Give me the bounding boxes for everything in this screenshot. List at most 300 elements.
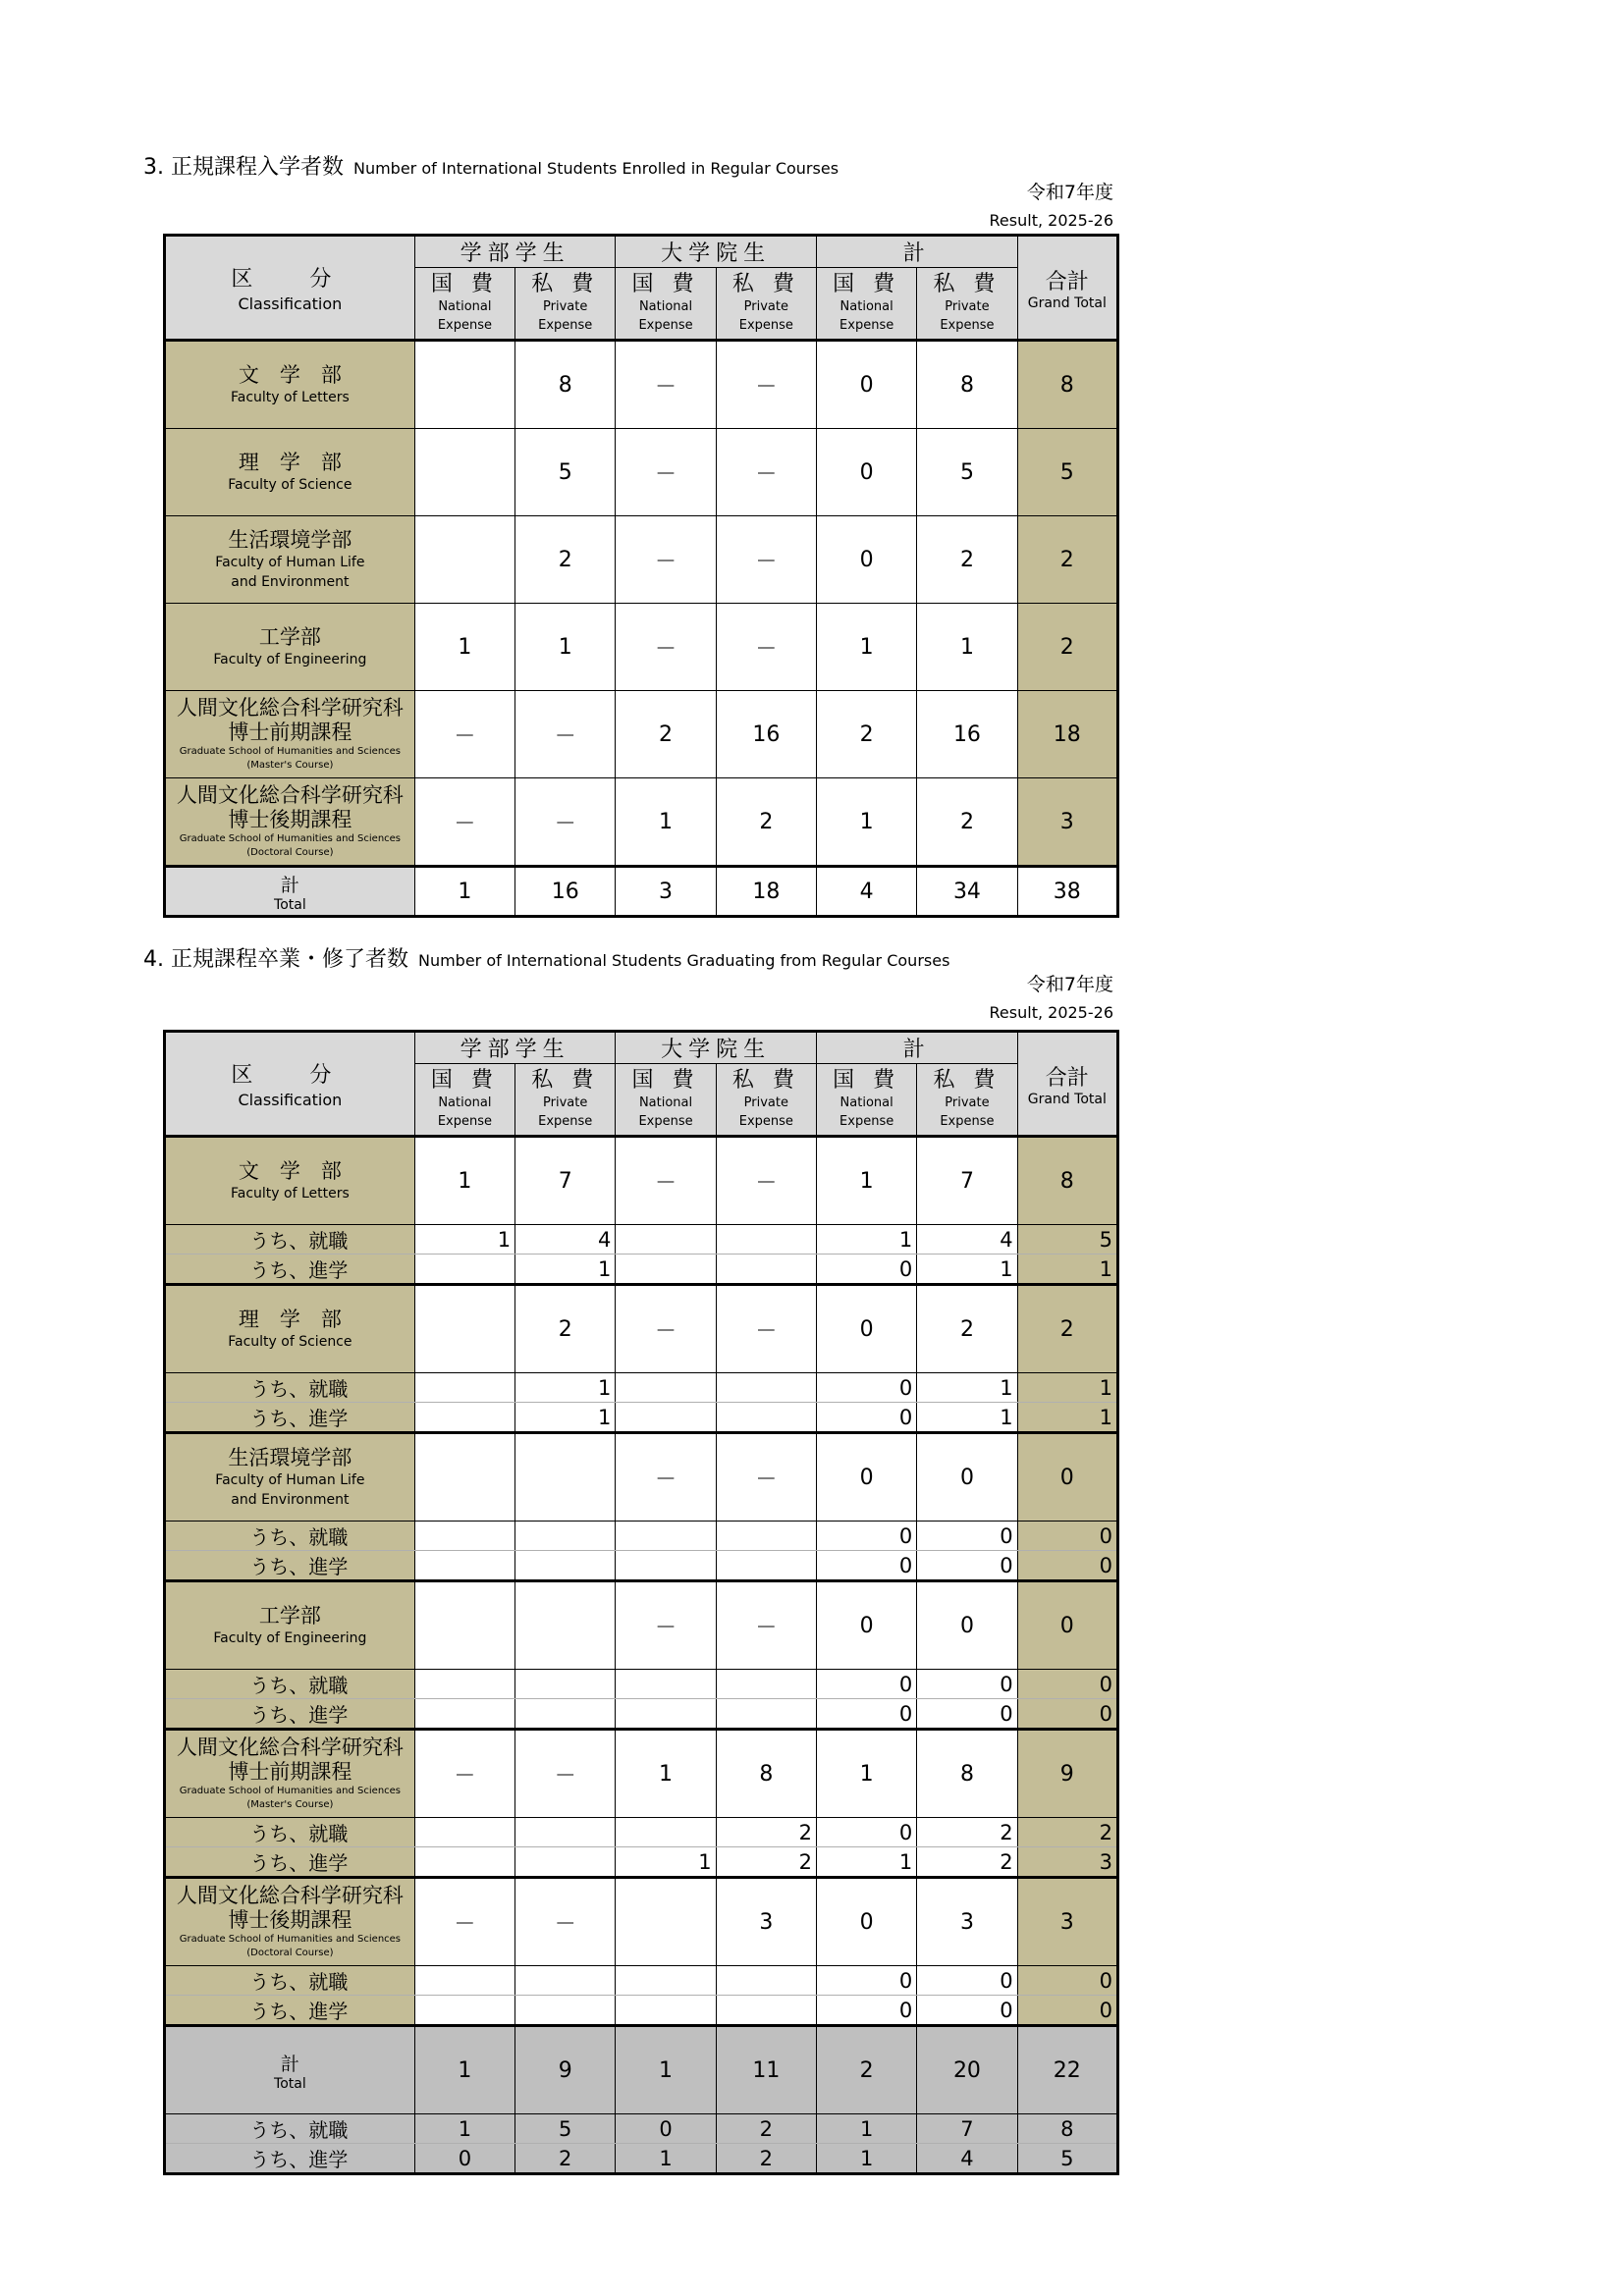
national-expense-en1: National	[638, 1095, 693, 1110]
sub-row-further	[165, 1255, 1118, 1285]
value-cell	[414, 429, 514, 516]
value-cell	[616, 1818, 716, 1847]
value-cell: 1	[917, 1373, 1017, 1403]
value-cell	[414, 1285, 514, 1373]
sub-row-label: うち、就職	[165, 1225, 415, 1255]
private-expense-jp: 私 費	[731, 1068, 800, 1093]
value-cell: 0	[816, 1255, 916, 1285]
value-cell: 1	[414, 604, 514, 691]
grand-total-cell: 1	[1017, 1255, 1117, 1285]
value-cell: －	[515, 1878, 616, 1966]
value-cell: 0	[816, 1522, 916, 1551]
enrollment-table	[163, 234, 1119, 918]
private-expense-en1: Private	[945, 299, 990, 314]
private-expense-header	[515, 1064, 616, 1137]
total-label-jp: 計	[280, 2053, 299, 2075]
national-expense-jp: 国 費	[631, 272, 700, 296]
category-label	[165, 341, 415, 429]
value-cell: 1	[816, 778, 916, 867]
category-name-en: Graduate School of Humanities and Sciences	[179, 1786, 402, 1796]
category-name-en: Faculty of Letters	[230, 389, 350, 405]
grand-total-cell: 5	[1017, 429, 1117, 516]
total-row	[165, 867, 1118, 917]
category-name-en: Faculty of Human Life	[215, 554, 365, 570]
sub-row-further	[165, 1551, 1118, 1581]
total-cell: 16	[515, 867, 616, 917]
category-course-jp: 博士後期課程	[228, 1908, 352, 1932]
group-header-undergrad: 学部学生	[414, 1032, 616, 1064]
national-expense-jp: 国 費	[833, 1068, 901, 1093]
section3-title-jp: 3. 正規課程入学者数	[143, 155, 344, 180]
value-cell	[515, 1818, 616, 1847]
value-cell: －	[515, 691, 616, 778]
value-cell: 2	[917, 778, 1017, 867]
category-course-jp: 博士前期課程	[228, 721, 352, 744]
graduation-table	[163, 1030, 1119, 2175]
grand-total-cell: 0	[1017, 1699, 1117, 1730]
category-name-jp: 工学部	[258, 1603, 321, 1628]
value-cell: －	[515, 778, 616, 867]
category-label	[165, 1878, 415, 1966]
value-cell: －	[616, 516, 716, 604]
value-cell: 0	[917, 1551, 1017, 1581]
value-cell: －	[716, 1285, 816, 1373]
value-cell: 0	[917, 1996, 1017, 2026]
category-name-en: Graduate School of Humanities and Sciences	[179, 833, 402, 844]
value-cell: －	[414, 778, 514, 867]
category-name-jp: 生活環境学部	[228, 1445, 352, 1469]
value-cell: －	[616, 429, 716, 516]
category-name-jp: 人間文化総合科学研究科	[176, 1884, 404, 1907]
grand-total-label-jp: 合計	[1045, 269, 1089, 294]
value-cell: 2	[616, 691, 716, 778]
category-label	[165, 691, 415, 778]
grand-total-cell: 0	[1017, 1996, 1117, 2026]
value-cell: 16	[917, 691, 1017, 778]
section4-title-jp: 4. 正規課程卒業・修了者数	[143, 947, 408, 972]
total-cell: 1	[414, 867, 514, 917]
table-row	[165, 1878, 1118, 1966]
national-expense-en2: Expense	[839, 1114, 894, 1129]
value-cell: 0	[816, 1996, 916, 2026]
category-label	[165, 604, 415, 691]
value-cell	[414, 1522, 514, 1551]
sub-row-employed	[165, 1818, 1118, 1847]
value-cell: －	[414, 1878, 514, 1966]
value-cell: －	[616, 1285, 716, 1373]
total-cell: 20	[917, 2026, 1017, 2114]
grand-total-label-en: Grand Total	[1027, 294, 1107, 311]
value-cell: 8	[515, 341, 616, 429]
total-row	[165, 2026, 1118, 2114]
category-label	[165, 778, 415, 867]
category-name-en: Graduate School of Humanities and Sciences	[179, 746, 402, 757]
value-cell	[616, 1699, 716, 1730]
sub-row-label: うち、就職	[165, 1522, 415, 1551]
value-cell	[414, 1433, 514, 1522]
table-row	[165, 778, 1118, 867]
value-cell: 1	[414, 1225, 514, 1255]
total-cell: 1	[816, 2144, 916, 2174]
total-cell: 3	[616, 867, 716, 917]
category-name-jp: 人間文化総合科学研究科	[176, 696, 404, 720]
value-cell: 2	[917, 516, 1017, 604]
value-cell	[414, 341, 514, 429]
private-expense-header	[515, 268, 616, 341]
value-cell: 0	[917, 1581, 1017, 1670]
value-cell	[414, 1966, 514, 1996]
category-name-en: Faculty of Science	[228, 1333, 352, 1350]
total-label	[165, 2026, 415, 2114]
value-cell: －	[616, 1581, 716, 1670]
group-header-grad: 大学院生	[616, 236, 817, 268]
value-cell	[616, 1373, 716, 1403]
national-expense-header	[414, 268, 514, 341]
national-expense-en2: Expense	[638, 1114, 693, 1129]
value-cell: －	[716, 516, 816, 604]
value-cell	[414, 1818, 514, 1847]
table-row	[165, 1137, 1118, 1225]
section3-year-jp: 令和7年度	[1026, 182, 1113, 203]
table-row	[165, 1730, 1118, 1818]
value-cell	[616, 1225, 716, 1255]
sub-row-label: うち、進学	[165, 1996, 415, 2026]
value-cell: 8	[917, 1730, 1017, 1818]
value-cell: －	[616, 341, 716, 429]
table-row	[165, 1433, 1118, 1522]
value-cell: 2	[716, 778, 816, 867]
private-expense-en1: Private	[543, 1095, 588, 1110]
category-name-en-2: (Doctoral Course)	[246, 1948, 334, 1958]
value-cell	[716, 1670, 816, 1699]
grand-total-cell: 2	[1017, 604, 1117, 691]
value-cell: 8	[716, 1730, 816, 1818]
value-cell	[616, 1670, 716, 1699]
category-name-jp: 文 学 部	[238, 362, 342, 387]
value-cell: －	[716, 1581, 816, 1670]
grand-total-cell: 2	[1017, 1818, 1117, 1847]
value-cell	[414, 1847, 514, 1878]
value-cell: 4	[917, 1225, 1017, 1255]
t3-header-row-top	[165, 236, 1118, 268]
private-expense-en2: Expense	[538, 1114, 593, 1129]
value-cell: 0	[816, 1403, 916, 1433]
category-name-jp: 理 学 部	[238, 450, 342, 474]
category-name-jp: 工学部	[258, 624, 321, 649]
value-cell: 1	[917, 604, 1017, 691]
national-expense-en1: National	[839, 1095, 893, 1110]
national-expense-en1: National	[638, 299, 693, 314]
value-cell	[716, 1373, 816, 1403]
category-name-en: Faculty of Engineering	[213, 1629, 367, 1646]
table-row	[165, 1285, 1118, 1373]
value-cell	[515, 1670, 616, 1699]
total-cell: 1	[414, 2026, 514, 2114]
section3-title-en: Number of International Students Enrolled in Regular Courses	[352, 159, 839, 178]
value-cell: －	[716, 1433, 816, 1522]
category-course-jp: 博士前期課程	[228, 1760, 352, 1784]
sub-row-label: うち、進学	[165, 1551, 415, 1581]
value-cell: 2	[515, 1285, 616, 1373]
private-expense-en2: Expense	[538, 318, 593, 333]
value-cell	[414, 1403, 514, 1433]
category-label	[165, 1581, 415, 1670]
grand-total-cell: 8	[1017, 2114, 1117, 2144]
classification-label-jp: 区 分	[231, 267, 350, 292]
value-cell: 16	[716, 691, 816, 778]
total-cell: 1	[616, 2144, 716, 2174]
sub-row-employed	[165, 1225, 1118, 1255]
value-cell	[414, 1996, 514, 2026]
value-cell	[515, 1996, 616, 2026]
national-expense-header	[616, 1064, 716, 1137]
total-label	[165, 867, 415, 917]
table-row	[165, 1581, 1118, 1670]
value-cell: －	[414, 1730, 514, 1818]
value-cell: －	[716, 341, 816, 429]
private-expense-en2: Expense	[940, 318, 995, 333]
value-cell	[716, 1699, 816, 1730]
category-name-jp: 理 学 部	[238, 1307, 342, 1331]
value-cell: 0	[816, 1433, 916, 1522]
total-cell: 2	[816, 2026, 916, 2114]
value-cell: 3	[716, 1878, 816, 1966]
value-cell: 7	[515, 1137, 616, 1225]
total-cell: 2	[716, 2144, 816, 2174]
value-cell	[616, 1255, 716, 1285]
value-cell: 3	[917, 1878, 1017, 1966]
section4-year-jp: 令和7年度	[1026, 974, 1113, 995]
value-cell: 1	[616, 1847, 716, 1878]
category-label	[165, 1285, 415, 1373]
table-row	[165, 341, 1118, 429]
value-cell: 0	[816, 429, 916, 516]
grand-total-cell: 38	[1017, 867, 1117, 917]
value-cell: 4	[515, 1225, 616, 1255]
grand-total-header	[1017, 1032, 1117, 1137]
total-label-en: Total	[274, 896, 306, 913]
total-cell: 2	[515, 2144, 616, 2174]
classification-label-en: Classification	[238, 294, 343, 313]
value-cell	[616, 1551, 716, 1581]
classification-label-jp: 区 分	[231, 1063, 350, 1088]
private-expense-en1: Private	[743, 1095, 788, 1110]
national-expense-jp: 国 費	[430, 1068, 499, 1093]
value-cell	[515, 1966, 616, 1996]
total-sub-row	[165, 2144, 1118, 2174]
value-cell: 0	[917, 1699, 1017, 1730]
value-cell: 0	[917, 1966, 1017, 1996]
total-cell: 4	[917, 2144, 1017, 2174]
value-cell: 1	[414, 1137, 514, 1225]
sub-row-further	[165, 1996, 1118, 2026]
total-cell: 11	[716, 2026, 816, 2114]
category-label	[165, 1433, 415, 1522]
value-cell: 1	[917, 1403, 1017, 1433]
grand-total-label-en: Grand Total	[1027, 1091, 1107, 1107]
total-label-jp: 計	[280, 874, 299, 896]
value-cell: 8	[917, 341, 1017, 429]
private-expense-en2: Expense	[738, 318, 793, 333]
value-cell	[616, 1878, 716, 1966]
sub-row-label: うち、進学	[165, 1847, 415, 1878]
value-cell: 0	[816, 1670, 916, 1699]
value-cell: 2	[716, 1818, 816, 1847]
category-label	[165, 1730, 415, 1818]
sub-row-further	[165, 1699, 1118, 1730]
value-cell: 0	[816, 1373, 916, 1403]
value-cell: 2	[917, 1847, 1017, 1878]
total-cell: 1	[414, 2114, 514, 2144]
grand-total-cell: 9	[1017, 1730, 1117, 1818]
sub-row-label: うち、進学	[165, 1255, 415, 1285]
national-expense-jp: 国 費	[833, 272, 901, 296]
sub-row-employed	[165, 1522, 1118, 1551]
value-cell	[616, 1522, 716, 1551]
group-header-grad: 大学院生	[616, 1032, 817, 1064]
category-name-en: Faculty of Science	[228, 476, 352, 493]
total-label-en: Total	[274, 2075, 306, 2092]
value-cell: 0	[816, 1966, 916, 1996]
value-cell: 2	[917, 1285, 1017, 1373]
value-cell: 1	[816, 1847, 916, 1878]
value-cell	[515, 1699, 616, 1730]
private-expense-header	[716, 1064, 816, 1137]
table-row	[165, 516, 1118, 604]
value-cell: 1	[515, 1373, 616, 1403]
total-cell: 9	[515, 2026, 616, 2114]
private-expense-en2: Expense	[940, 1114, 995, 1129]
sub-row-label: うち、就職	[165, 1373, 415, 1403]
value-cell: 2	[816, 691, 916, 778]
category-label	[165, 429, 415, 516]
value-cell: －	[716, 604, 816, 691]
group-header-total: 計	[816, 236, 1017, 268]
grand-total-cell: 8	[1017, 1137, 1117, 1225]
private-expense-jp: 私 費	[933, 272, 1001, 296]
value-cell: 0	[917, 1433, 1017, 1522]
value-cell: 1	[515, 1255, 616, 1285]
total-cell: 1	[816, 2114, 916, 2144]
grand-total-cell: 5	[1017, 2144, 1117, 2174]
private-expense-jp: 私 費	[731, 272, 800, 296]
grand-total-cell: 0	[1017, 1522, 1117, 1551]
group-header-total: 計	[816, 1032, 1017, 1064]
private-expense-jp: 私 費	[933, 1068, 1001, 1093]
value-cell	[515, 1433, 616, 1522]
value-cell: 5	[515, 429, 616, 516]
private-expense-en2: Expense	[738, 1114, 793, 1129]
category-name-jp: 人間文化総合科学研究科	[176, 1735, 404, 1759]
category-name-en-2: and Environment	[231, 1491, 350, 1508]
value-cell: －	[616, 1137, 716, 1225]
grand-total-cell: 0	[1017, 1551, 1117, 1581]
category-label	[165, 1137, 415, 1225]
national-expense-header	[816, 268, 916, 341]
grand-total-cell: 0	[1017, 1670, 1117, 1699]
value-cell: 1	[816, 604, 916, 691]
section4-title-en: Number of International Students Graduating from Regular Courses	[417, 951, 950, 970]
national-expense-en2: Expense	[638, 318, 693, 333]
grand-total-cell: 2	[1017, 516, 1117, 604]
value-cell: 1	[917, 1255, 1017, 1285]
total-sub-row	[165, 2114, 1118, 2144]
value-cell	[716, 1551, 816, 1581]
t4-header-row-top	[165, 1032, 1118, 1064]
national-expense-en2: Expense	[839, 318, 894, 333]
sub-row-label: うち、就職	[165, 1670, 415, 1699]
value-cell: 0	[816, 1581, 916, 1670]
private-expense-en1: Private	[743, 299, 788, 314]
private-expense-header	[917, 268, 1017, 341]
value-cell: 1	[816, 1225, 916, 1255]
value-cell: 2	[917, 1818, 1017, 1847]
value-cell	[716, 1996, 816, 2026]
grand-total-cell: 22	[1017, 2026, 1117, 2114]
value-cell: 1	[515, 604, 616, 691]
value-cell: 5	[917, 429, 1017, 516]
national-expense-header	[616, 268, 716, 341]
value-cell: －	[515, 1730, 616, 1818]
category-name-jp: 生活環境学部	[228, 527, 352, 552]
grand-total-cell: 0	[1017, 1966, 1117, 1996]
grand-total-cell: 8	[1017, 341, 1117, 429]
grand-total-cell: 0	[1017, 1433, 1117, 1522]
category-name-en: Faculty of Letters	[230, 1185, 350, 1201]
grand-total-cell: 3	[1017, 1878, 1117, 1966]
value-cell: 7	[917, 1137, 1017, 1225]
category-name-en: Graduate School of Humanities and Sciences	[179, 1934, 402, 1945]
classification-label-en: Classification	[238, 1091, 343, 1109]
national-expense-jp: 国 費	[430, 272, 499, 296]
table-row	[165, 604, 1118, 691]
value-cell	[515, 1522, 616, 1551]
sub-row-employed	[165, 1966, 1118, 1996]
total-cell: 1	[616, 2026, 716, 2114]
value-cell	[616, 1403, 716, 1433]
sub-row-label: うち、就職	[165, 2114, 415, 2144]
value-cell	[414, 1670, 514, 1699]
section3-meta	[990, 177, 1113, 234]
total-cell: 2	[716, 2114, 816, 2144]
value-cell: －	[616, 604, 716, 691]
table-row	[165, 429, 1118, 516]
value-cell	[616, 1996, 716, 2026]
national-expense-header	[414, 1064, 514, 1137]
value-cell	[414, 1551, 514, 1581]
grand-total-cell: 5	[1017, 1225, 1117, 1255]
grand-total-cell: 1	[1017, 1373, 1117, 1403]
classification-header	[165, 236, 415, 341]
section3-year-en: Result, 2025-26	[989, 211, 1113, 230]
total-cell: 34	[917, 867, 1017, 917]
value-cell: 1	[616, 778, 716, 867]
table-row	[165, 691, 1118, 778]
value-cell	[716, 1403, 816, 1433]
private-expense-jp: 私 費	[531, 272, 600, 296]
section4-year-en: Result, 2025-26	[989, 1003, 1113, 1022]
category-name-en-2: (Doctoral Course)	[246, 847, 334, 858]
value-cell: 1	[515, 1403, 616, 1433]
value-cell	[716, 1522, 816, 1551]
value-cell	[414, 516, 514, 604]
value-cell: 0	[816, 1818, 916, 1847]
national-expense-header	[816, 1064, 916, 1137]
grand-total-cell: 2	[1017, 1285, 1117, 1373]
value-cell	[716, 1255, 816, 1285]
private-expense-header	[716, 268, 816, 341]
sub-row-label: うち、就職	[165, 1966, 415, 1996]
